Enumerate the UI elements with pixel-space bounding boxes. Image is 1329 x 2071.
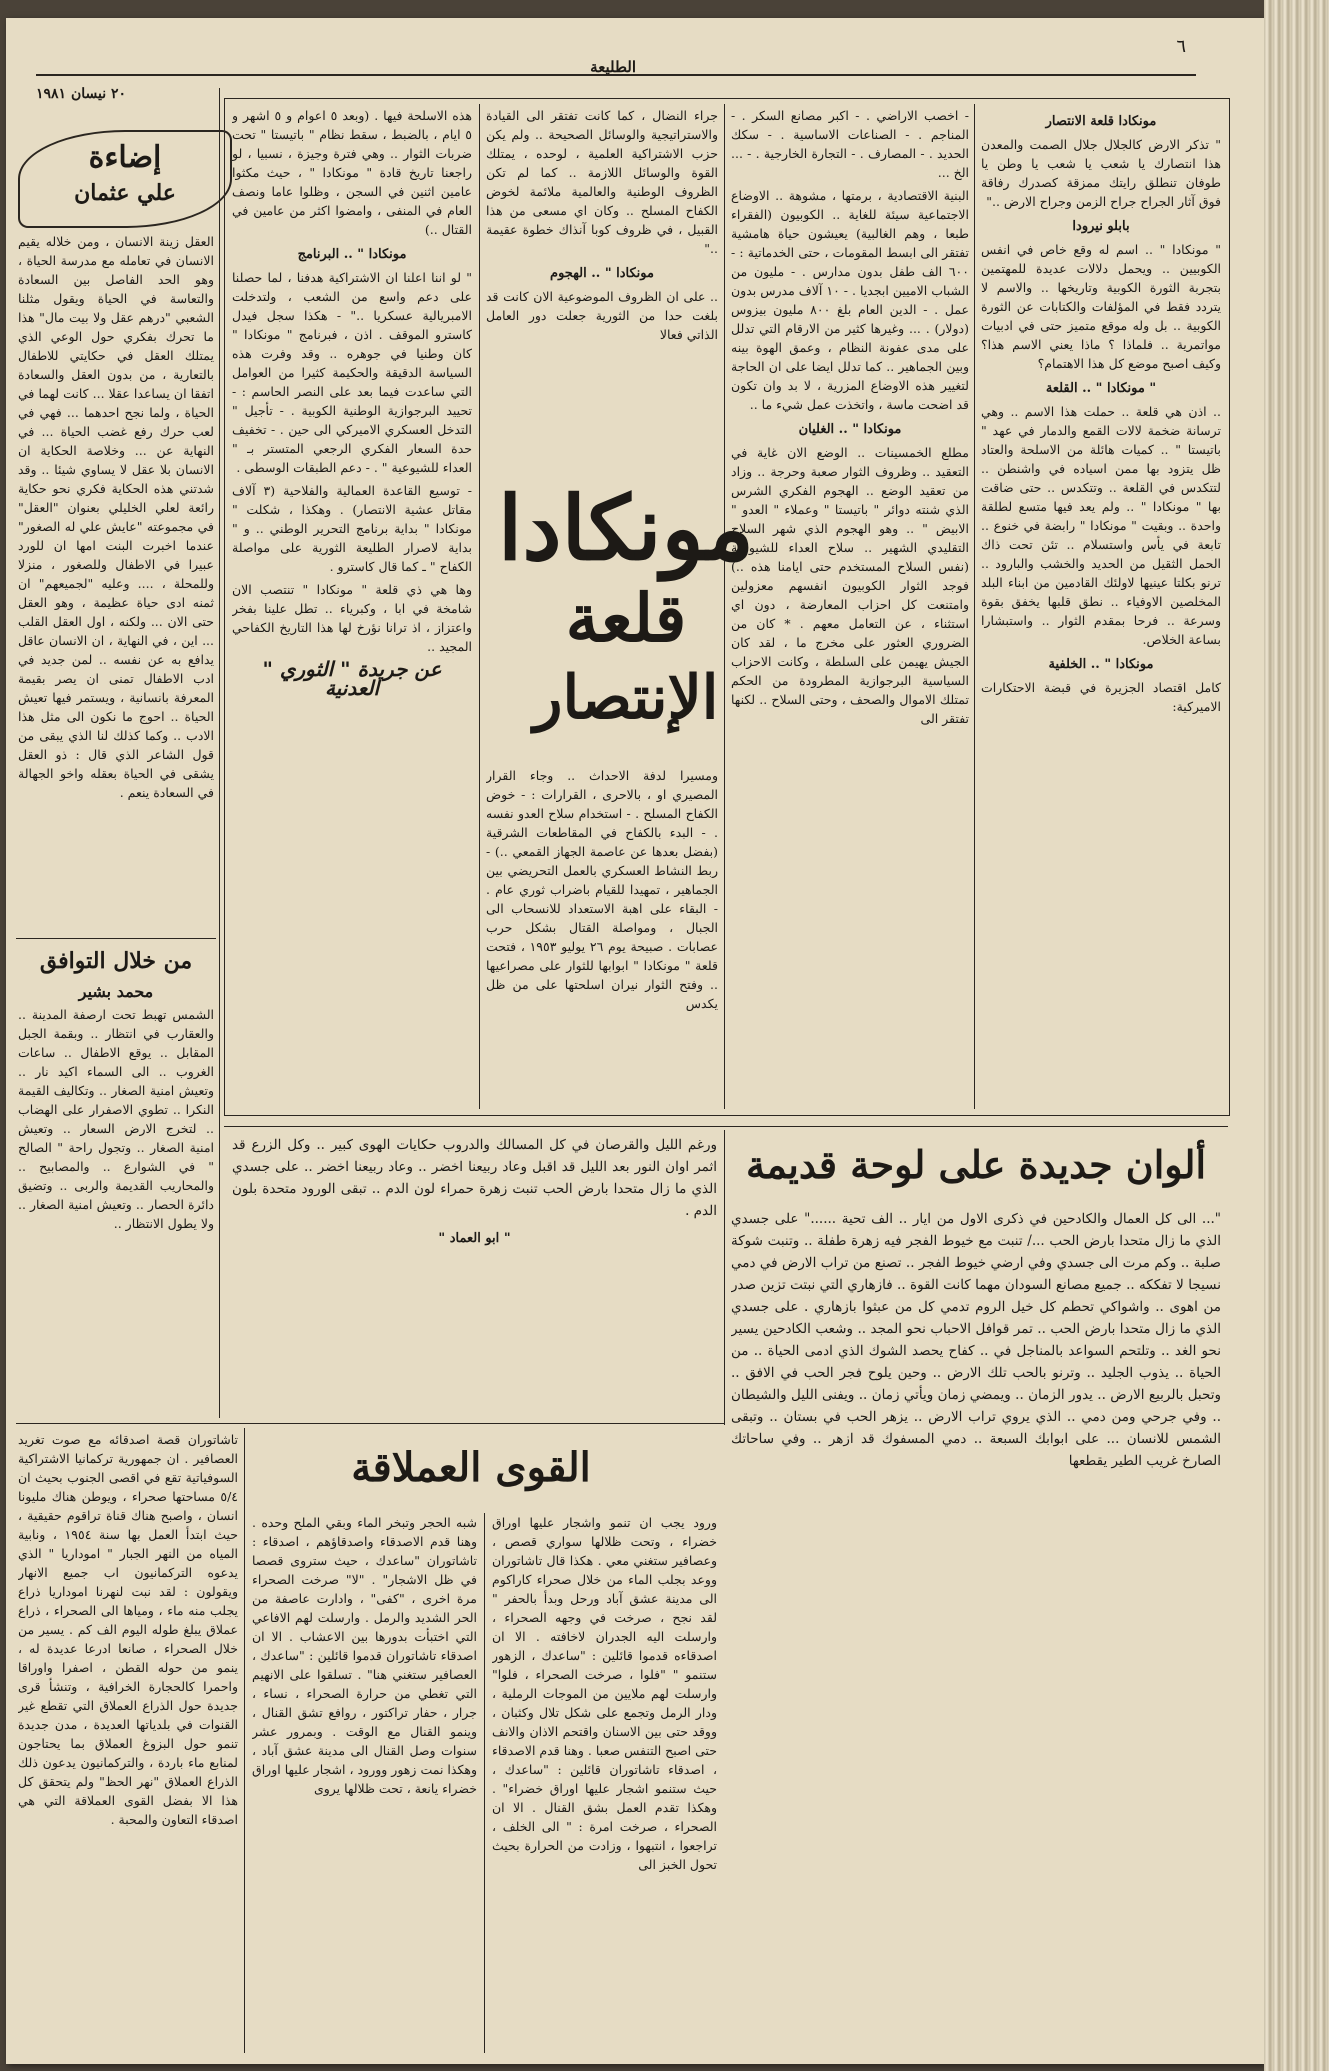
moncada-source: عن جريدة " الثوري " العدنية	[262, 657, 442, 700]
column-rule	[724, 1130, 725, 1425]
idaa-column	[18, 232, 214, 932]
column-rule	[244, 1428, 245, 2053]
idaa-body: العقل زينة الانسان ، ومن خلاله يقيم الانسان في تعامله مع مدرسة الحياة ، وهو الحد الفاصل بين السعادة والتعاسة في الحياة ويقول مثلنا الشعبي "درهم عقل ولا بيت مال" هذا ما تحرك بفكري حول الوعي الذي يمتلك العقل في حكايتي للاطفال بالتعارية ، من بدون العقل والسعادة اتفقا ان يساعدا عقلا ... كانت لهما في الحياة ، ولما نجح احدهما ... فهي في لعب حرك رفع غضب الحياة ... في النهاية عن ... وخلاصة الحكاية ان الانسان بلا عقل لا يساوي شيئا .. وقد شدتني هذه الحكاية فكري نحو حكاية رائعة لعلي الخليلي بعنوان "العقل" في مجموعته "عايش علي له الصغور" عندما اخبرت البنت امها ان للورد عبيرا في الاطفال وللصغور ، منزلا وللمحلة ، .... وعليه "لجميعهم" ان ثمنه ادى حياة عظيمة ، وهو العقل حتى الان ... ولكنه ، اول العقل القلب ... اين ، في النهاية ، ان الانسان عاقل يدافع به عن نفسه .. لمن جديد في ادب الاطفال تمنى ان يصر بقيمة المعرفة بانسانية ، ويستمر فيها تعيش الحياة .. احوج ما نكون الى مثل هذا الادب .. وكما كذلك لنا الذي يبقى من قول الشاعر الذي قال : ذو العقل يشقى في الحياة بعقله واخو الجهالة في السعادة ينعم .	[18, 234, 214, 800]
moncada-col2-p1: البنية الاقتصادية ، برمتها ، مشوهة .. الاوضاع الاجتماعية سيئة للغاية .. الكوبيون (الفقراء طبعا ، وهم الغالبية) يعيشون حياة هامشية تفتقر الى ابسط المقومات ، حتى الخدماتية : - ٦٠٠ الف طفل بدون مدارس . - مليون من الشباب الاميين ابجديا . - ١٠ آلاف مدرس بدون عمل . - الدين العام بلغ ٨٠٠ مليون بيزوس (دولار) . ... وغيرها كثير من الارقام التي تدلل على مدى عفونة النظام ، وعمق الهوة بينه وبين الجماهير .. كما تدلل ايضا على ان الحاجة لتغيير هذه الاوضاع المزرية ، لا بد وان تكون قد اضحت ماسة ، واتخذت عمل شيء ما ..	[731, 188, 969, 412]
moncada-column-2	[731, 106, 969, 1106]
moncada-column-1	[981, 106, 1221, 1106]
column-rule	[484, 1513, 485, 2053]
giant-col-b-text: شبه الحجر وتبخر الماء وبقي الملح وحده . وهنا قدم الاصدقاء واصدقاؤهم ، اصدقاء : تاشاتوران "ساعدك ، حيث ستروى قصصا في ظل الاشجار" . "لا" صرخت الصحراء مرة اخرى ، "كفى" ، وادارت عاصفة من الحر الشديد والرمل . وارسلت لهم الافاعي التي اختبأت بدورها بين الاعشاب . الا ان اصدقاء تاشاتوران قدموا قائلين : "ساعدك ، العصافير ستغني هنا" . تسلقوا على الانهيم التي تغطي من حرارة الصحراء ، نساء ، جرار ، حفار تراكتور ، روافع تشق القنال ، وينمو القنال مع الوقت . وبمرور عشر سنوات وصل القنال الى مدينة عشق آباد ، وهكذا نمت زهور وورود ، اشجار عليها اوراق خضراء يانعة ، تحت ظلالها يروى	[252, 1515, 477, 1796]
tawafuq-title: من خلال التوافق	[39, 948, 193, 974]
moncada-col4-p2: " لو اننا اعلنا ان الاشتراكية هدفنا ، لما حصلنا على دعم واسع من الشعب ، ولتدخلت الامبريالية عسكريا .." - هكذا سجل فيدل كاسترو الموقف . اذن ، فبرنامج " مونكادا " كان وطنيا في جوهره .. وقد وفرت هذه السياسة الدقيقة والحكيمة كثيرا من العوامل التي ساعدت فيما بعد على النصر الحاسم : - تحييد البرجوازية الوطنية الكوبية . - تأجيل " التدخل العسكري الاميركي الى حين . - تخفيف حدة السعار الفكري الرجعي المتستر بـ " العداء للشيوعية " . - دعم الطبقات الوسطى .	[232, 270, 472, 475]
tawafuq-column	[18, 946, 214, 1416]
idaa-author: علي عثمان	[74, 180, 176, 206]
moncada-col1-poet: بابلو نيرودا	[1072, 219, 1130, 234]
column-rule	[974, 104, 975, 1109]
moncada-col2-sub: مونكادا " .. الغليان	[798, 422, 902, 437]
paper-name: الطليعة	[590, 58, 636, 76]
moncada-col2-list: - اخصب الاراضي . - اكبر مصانع السكر . - المناجم . - الصناعات الاساسية . - سكك الحديد . - المصارف . - التجارة الخارجية . - ... الخ ...	[731, 108, 969, 180]
page-number: ٦	[1176, 36, 1186, 57]
moncada-col4-p4: وها هي ذي قلعة " مونكادا " تنتصب الان شامخة في ابا ، وكبرياء .. تطل علينا بفخر واعتزاز ، اذ ترانا نؤرخ لها هذا التاريخ الكفاحي المجيد ..	[232, 582, 472, 654]
moncada-column-4	[232, 106, 472, 1106]
section-rule	[16, 938, 216, 939]
giant-column-c	[18, 1430, 238, 2050]
moncada-column-3-bottom	[486, 766, 718, 1106]
section-rule	[16, 1423, 724, 1424]
section-rule	[224, 1126, 1228, 1127]
moncada-col3-p2: .. على ان الظروف الموضوعية الان كانت قد بلغت حدا من الثورية جعلت دور العامل الذاتي فعالا	[486, 289, 718, 342]
moncada-col1-sub2: " مونكادا " .. القلعة	[1045, 381, 1157, 396]
moncada-col2-p2: مطلع الخمسينات .. الوضع الان غاية في التعقيد .. وظروف الثوار صعبة وحرجة .. وزاد من تعقيد الوضع .. الهجوم الفكري الشرس الذي شنته دوائر " باتيستا " وعملاء " العدو " الابيض " .. وهو الهجوم الذي شهر السلاح التقليدي الشهير .. سلاح العداء للشيوعية (نفس السلاح المستخدم حتى ايامنا هذه ..) فوجد الثوار الكوبيون انفسهم معزولين وامتنعت كل احزاب المعارضة ، دون اي استثناء ، عن التعامل معهم . * كان من الضروري العثور على مخرج ما ، لقد كان الجيش يهيمن على السلطة ، وكانت الاحزاب السياسية البرجوازية المطرودة من الحكم تمتلك الاموال والصحف ، وحتى السلاح .. لكنها تفتقر الى	[731, 445, 969, 726]
column-rule	[479, 104, 480, 1109]
poem-title: ألوان جديدة على لوحة قديمة	[745, 1142, 1207, 1187]
headline-word-2: قلعة	[565, 579, 687, 657]
poem-signature: " ابو العماد "	[438, 1231, 511, 1246]
moncada-col1-sub3: مونكادا " .. الخلفية	[1048, 657, 1154, 672]
issue-date: ٢٠ نيسان ١٩٨١	[36, 86, 127, 102]
idaa-title: إضاءة	[88, 140, 162, 175]
newspaper-page	[6, 18, 1264, 2064]
giant-column-a	[492, 1513, 717, 2053]
giant-title: القوى العملاقة	[351, 1444, 591, 1491]
giant-column-b	[252, 1513, 477, 2053]
moncada-col3-sub: مونكادا " .. الهجوم	[550, 266, 654, 281]
moncada-col3-p3: ومسيرا لدفة الاحداث .. وجاء القرار المصيري او ، بالاحرى ، القرارات : - خوض الكفاح المسلح . - استخدام سلاح العدو نفسه . - البدء بالكفاح في المقاطعات الشرقية (بفضل بعدها عن عاصمة الجهاز القمعي ..) - ربط النشاط العسكري بالعمل التحريضي بين الجماهير ، تمهيدا للقيام باضراب ثوري عام . - البقاء على اهبة الاستعداد للانسحاب الى الجبال ، ومواصلة القتال بشكل حرب عصابات . صبيحة يوم ٢٦ يوليو ١٩٥٣ ، فتحت قلعة " مونكادا " ابوابها للثوار على مصراعيها .. وفتح الثوار نيران اسلحتها على من ظل يكدس	[486, 768, 718, 1011]
tawafuq-body: الشمس تهبط تحت ارصفة المدينة .. والعقارب في انتظار .. وبقمة الجبل المقابل .. يوقع الاطفال .. ساعات الغروب .. الى السماء اكيد نار .. وتعيش امنية الصغار .. وتكاليف القيمة النكرا .. تطوي الاصفرار على الهضاب .. لتخرج الارض السعار .. وتعيش امنية الصغار .. وتجول راحة " الصالح " في الشوارع .. والمصابيح .. والمحاريب القديمة والربى .. وتضيق دائرة الحصار .. وتعيش امنية الصغار .. ولا يطول الانتظار ..	[18, 1007, 214, 1231]
giant-col-a-text: ورود يجب ان تنمو واشجار عليها اوراق خضراء ، وتحت ظلالها سواري قصص ، وعصافير ستغني معي . هكذا قال تاشاتوران ووعد بجلب الماء من خلال صحراء كاراكوم الى مدينة عشق آباد ورحل وبدأ بالحفر " لقد نجح ، صرخت في وجهه الصحراء ، وارسلت اليه الجدران لاخافته . الا ان اصدقاءه قدموا قائلين : "ساعدك ، الزهور ستنمو " "فلوا ، صرخت الصحراء ، فلوا" وارسلت لهم ملايين من الموجات الرملية ، ودار الرمل وتجمع على شكل تلال وكثبان ، ووقد حتى بين الاسنان واقتحم الاذان والانف حتى اصبح التنفس صعبا . وهنا قدم الاصدقاء ، اصدقاء تاشاتوران قائلين : "ساعدك ، حيث ستنمو اشجار عليها اوراق خضراء" . وهكذا تقدم العمل بشق القنال . الا ان الصحراء ، صرخت امرة : " الى الخلف ، تراجعوا ، انتبهوا ، وزادت من الحرارة بحيث تحول الخبز الى	[492, 1515, 717, 1872]
moncada-col1-p4: كامل اقتصاد الجزيرة في قبضة الاحتكارات الاميركية:	[981, 680, 1221, 714]
poem-right-column	[731, 1208, 1221, 1988]
moncada-headline	[486, 478, 766, 758]
moncada-col4-p3: - توسيع القاعدة العمالية والفلاحية (٣ آلاف مقاتل عشية الانتصار) . وهكذا ، شكلت " مونكادا " بداية برنامج التحرير الوطني .. و " بداية لاصرار الطليعة الثورية على مواصلة الكفاح " ـ كما قال كاسترو .	[232, 483, 472, 574]
idaa-logo	[18, 130, 232, 228]
poem-left-text: ورغم الليل والقرصان في كل المسالك والدروب حكايات الهوى كبير .. وكل الزرع قد اثمر اوان النور بعد الليل قد اقبل وعاد ربيعنا اخضر .. وعاد ربيعنا اخضر .. على جسدي الذي ما زال متحدا بارض الحب تنبت زهرة حمراء لون الدم .. تبقى الورود متحدة بلون الدم .	[232, 1137, 717, 1219]
moncada-col1-p3: .. اذن هي قلعة .. حملت هذا الاسم .. وهي ترسانة ضخمة لالات القمع والدمار في عهد " باتيستا " .. كميات هائلة من الاسلحة والعتاد ظل يتزود بها ممن اسياده في واشنطن .. لتتكدس في القلعة .. وتتكدس .. حتى ضاقت بها " مونكادا " .. ولم يعد فيها متسع لطلقة واحدة .. وبقيت " مونكادا " رابضة في خنوع .. تابعة في يأس واستسلام .. تئن تحت ذاك الحمل الثقيل من الحديد والخشب والبارود .. ترنو بكلتا عينيها لاولئك القادمين من ابناء البلد المخلصين الاوفياء .. نطق قلبها يخفق بقوة وسرعة .. فرحا بمقدم الثوار .. واستبشارا بساعة الخلاص.	[981, 404, 1221, 647]
moncada-column-3-top	[486, 106, 718, 476]
headline-word-1: مونكادا	[497, 476, 755, 580]
headline-word-3: الإنتصار	[533, 663, 719, 733]
moncada-col1-p2: " مونكادا " .. اسم له وقع خاص في انفس الكوبيين .. ويحمل دلالات عديدة للمهتمين بتجربة الثورة الكوبية وتاريخها .. والاسم لا يتردد فقط في المؤلفات والكتابات عن الثورة الكوبية .. بل وله موقع متميز حتى في ادبيات مواتمرية .. فلماذا ؟ ماذا يعني الاسم هذا؟ وكيف اصبح موضع كل هذا الاهتمام؟	[981, 242, 1221, 371]
moncada-col3-p1: جراء النضال ، كما كانت تفتقر الى القيادة والاستراتيجية والوسائل الصحيحة .. ولم يكن حزب الاشتراكية العلمية ، لوحده ، يمتلك القوة والوسائل اللازمة .. كما لم تكن الظروف الوطنية والعالمية ملائمة لخوض الكفاح المسلح .. وكان اي مسعى من هذا القبيل ، في ظروف كوبا آنذاك خطوة عقيمة .."	[486, 108, 718, 256]
column-rule	[219, 88, 220, 1418]
moncada-col1-title: مونكادا قلعة الانتصار	[1045, 114, 1157, 129]
moncada-col4-p1: هذه الاسلحة فيها . (وبعد ٥ اعوام و ٥ اشهر و ٥ ايام ، بالضبط ، سقط نظام " باتيستا " تحت ضربات الثوار .. وهي فترة وجيزة ، نسبيا ، لو راجعنا تاريخ قادة " مونكادا " ، حيث مكثوا عامين اثنين في السجن ، وظلوا عاما ونصف العام في المنفى ، وامضوا اكثر من عامين في القتال ..)	[232, 108, 472, 237]
tawafuq-author: محمد بشير	[78, 982, 154, 1001]
moncada-col4-sub: مونكادا " .. البرنامج	[297, 247, 407, 262]
page-stack-edge	[1264, 0, 1329, 2071]
masthead	[36, 28, 1196, 102]
poem-left-column	[232, 1134, 717, 1414]
poem-right-text: "... الى كل العمال والكادحين في ذكرى الاول من ايار .. الف تحية ......" على جسدي الذي ما زال متحدا بارض الحب .../ تنبت مع خيوط الفجر فيه زهرة طفلة .. وتنبت شوكة صلبة .. وكم مرت الى جسدي وفي ارضي خيوط الفجر .. تصنع من تراب الارض في دمي نسيجا لا تفككه .. جميع مصانع السودان مهما كانت القوة .. فازهاري التي نبتت تزين صدر من اهوى .. واشواكي تحطم كل خيل الروم تدمي كل من عبثوا بازهاري . على جسدي الذي ما زال متحدا بارض الحب .. تمر قوافل الاحباب نحو المجد .. وشعب الكادحين يسير نحو الغد .. وتلتحم السواعد بالمناجل في .. كفاح يحصد الشوك الذي ادمى الحياة .. من الحياة .. يذوب الجليد .. وترنو بالحب تلك الارض .. وحين يلوح فجر الحب في الافق .. وتحبل بالربيع الارض .. يدور الزمان .. ويمضي زمان ويأتي زمان .. ويفنى الليل والشيطان .. وفي جرحي ومن دمي .. الذي يروي تراب الارض .. يزهر الحب في بستان .. وتبقى الشمس للانسان ... على ابوابك السبعة .. دمي المسفوك قد ازهر .. وفي ساحاتك الصارخ غريب الطير يقطعها	[731, 1211, 1221, 1469]
moncada-col1-poem: " تذكر الارض كالجلال جلال الصمت والمعدن هذا انتصارك يا شعب يا شعب يا وطن يا طوفان تنطلق رايتك ممزقة كصدرك رفاقة فوق آثار الجراح جراح الزمن وجراح الارض .."	[981, 137, 1221, 209]
giant-col-c-text: تاشاتوران قصة اصدقائه مع صوت تغريد العصافير . ان جمهورية تركمانيا الاشتراكية السوفياتية تقع في اقصى الجنوب بحيث ان ٥/٤ مساحتها صحراء ، ويوطن هناك مليونا انسان ، واصبح هناك قناة تراقوم حقيقية ، حيث ابتدأ العمل بها سنة ١٩٥٤ ، ونابية المياه من النهر الجبار " اموداريا " الذي يدعوه التركمانيون اب جميع الانهار ويقولون : لقد نبت لنهرنا اموداريا ذراع يجلب منه ماء ، ومياها الى الصحراء ، ذراع عملاق يبلغ طوله اليوم الف كم . يسير من خلال الصحراء ، صانعا ادرعا عديدة له ، ينمو من حوله القطن ، اصفرا واوراقا واحمرا كالحجارة الخرافية ، وتنشأ قرى جديدة حول الذراع العملاق التي تقطع غير القنوات في بلدياتها العديدة ، مدن جديدة تنمو حول البزوغ العملاق بما يحتاجون لمنابع ماء باردة ، والتركمانيون يدعون ذلك الذراع العملاق "نهر الحظ" ولم يتحقق كل هذا الا بفضل القوى العملاقة التي هي اصدقاء التعاون والمحبة .	[18, 1432, 238, 1827]
